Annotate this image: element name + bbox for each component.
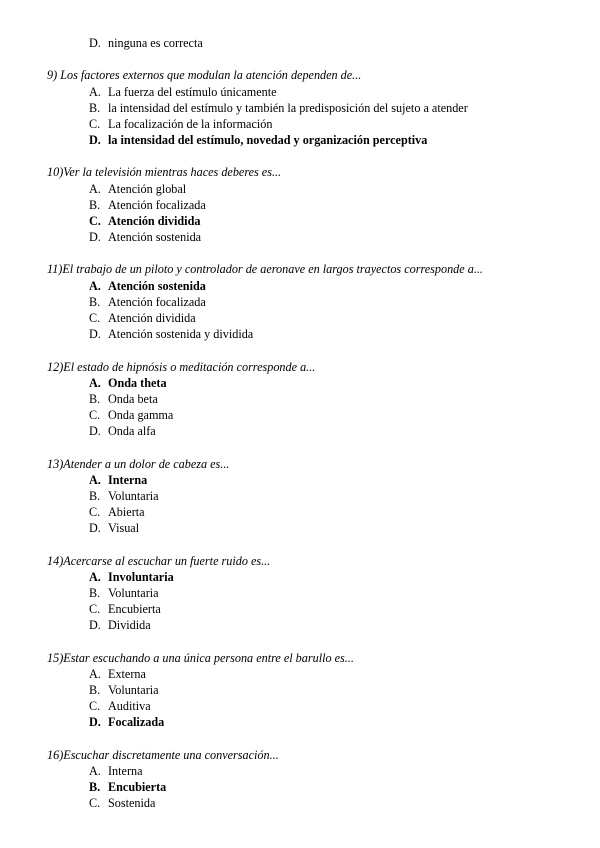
option-letter: C. — [89, 602, 101, 616]
option-letter: A. — [89, 764, 101, 778]
option-a — [89, 764, 143, 778]
option-letter: C. — [89, 408, 101, 422]
option-text: Voluntaria — [108, 586, 159, 600]
option-text: Interna — [108, 764, 143, 778]
option-text: Atención dividida — [108, 214, 201, 228]
option-letter: A. — [89, 570, 101, 584]
option-letter: B. — [89, 392, 101, 406]
option-c — [89, 311, 196, 325]
option-text: Atención sostenida y dividida — [108, 327, 254, 341]
question-16: 16)Escuchar discretamente una conversación... — [47, 748, 279, 762]
option-letter: B. — [89, 198, 101, 212]
option-c-correct — [89, 214, 200, 228]
option-c — [89, 505, 145, 519]
option-letter: C. — [89, 796, 101, 810]
option-letter: D. — [89, 424, 101, 438]
option-letter: D. — [89, 327, 101, 341]
question-9: 9) Los factores externos que modulan la atención dependen de... — [47, 68, 362, 82]
question-12: 12)El estado de hipnósis o meditación corresponde a... — [47, 360, 316, 374]
option-text: Atención focalizada — [108, 295, 206, 309]
option-text: Atención dividida — [108, 311, 196, 325]
option-text: Interna — [108, 473, 148, 487]
option-letter: D. — [89, 715, 101, 729]
option-letter: B. — [89, 101, 101, 115]
question-15: 15)Estar escuchando a una única persona entre el barullo es... — [47, 651, 354, 665]
option-letter: C. — [89, 699, 101, 713]
option-text: Onda theta — [108, 376, 167, 390]
option-text: ninguna es correcta — [108, 36, 203, 50]
option-d-correct — [89, 715, 164, 729]
option-text: Auditiva — [108, 699, 151, 713]
option-b — [89, 489, 159, 503]
option-letter: A. — [89, 473, 101, 487]
option-a — [89, 85, 277, 99]
option-letter: A. — [89, 182, 101, 196]
option-b — [89, 295, 206, 309]
option-c — [89, 796, 155, 810]
option-d-correct — [89, 133, 427, 147]
option-text: Atención global — [108, 182, 187, 196]
option-letter: A. — [89, 376, 101, 390]
option-text: la intensidad del estímulo y también la predisposición del sujeto a atender — [108, 101, 468, 115]
option-d — [89, 521, 139, 535]
option-letter: B. — [89, 683, 101, 697]
option-letter: D. — [89, 521, 101, 535]
option-b-correct — [89, 780, 166, 794]
option-c — [89, 408, 173, 422]
option-a — [89, 667, 146, 681]
option-d — [89, 230, 201, 244]
option-c — [89, 699, 151, 713]
option-text: Abierta — [108, 505, 145, 519]
question-14: 14)Acercarse al escuchar un fuerte ruido es... — [47, 554, 271, 568]
option-a-correct — [89, 473, 147, 487]
option-c — [89, 117, 272, 131]
option-letter: C. — [89, 117, 101, 131]
option-letter: C. — [89, 311, 101, 325]
question-11: 11)El trabajo de un piloto y controlador de aeronave en largos trayectos corresponde a... — [47, 262, 483, 276]
option-letter: A. — [89, 85, 101, 99]
option-b — [89, 198, 206, 212]
option-d — [89, 424, 156, 438]
option-letter: C. — [89, 505, 101, 519]
option-text: La fuerza del estímulo únicamente — [108, 85, 277, 99]
option-letter: A. — [89, 279, 101, 293]
option-text: Encubierta — [108, 780, 167, 794]
option-c — [89, 602, 161, 616]
option-b — [89, 392, 158, 406]
question-10: 10)Ver la televisión mientras haces deberes es... — [47, 165, 282, 179]
option-text: Onda alfa — [108, 424, 156, 438]
option-d — [89, 36, 203, 50]
option-text: Sostenida — [108, 796, 156, 810]
option-text: Externa — [108, 667, 146, 681]
option-text: Encubierta — [108, 602, 161, 616]
option-text: Focalizada — [108, 715, 165, 729]
option-letter: B. — [89, 295, 101, 309]
option-a — [89, 182, 186, 196]
option-letter: D. — [89, 618, 101, 632]
option-text: Atención sostenida — [108, 230, 202, 244]
option-b — [89, 101, 468, 115]
question-13: 13)Atender a un dolor de cabeza es... — [47, 457, 230, 471]
option-text: la intensidad del estímulo, novedad y organización perceptiva — [108, 133, 428, 147]
option-d — [89, 327, 253, 341]
option-b — [89, 683, 159, 697]
option-letter: C. — [89, 214, 101, 228]
option-a-correct — [89, 279, 206, 293]
option-letter: B. — [89, 586, 101, 600]
option-b — [89, 586, 159, 600]
option-text: Dividida — [108, 618, 151, 632]
option-letter: B. — [89, 489, 101, 503]
option-letter: D. — [89, 230, 101, 244]
option-letter: B. — [89, 780, 101, 794]
option-text: Involuntaria — [108, 570, 174, 584]
option-letter: D. — [89, 36, 101, 50]
option-d — [89, 618, 151, 632]
option-text: Voluntaria — [108, 489, 159, 503]
option-text: Voluntaria — [108, 683, 159, 697]
option-a-correct — [89, 376, 167, 390]
option-text: Atención focalizada — [108, 198, 206, 212]
option-text: Atención sostenida — [108, 279, 206, 293]
option-text: Onda gamma — [108, 408, 174, 422]
option-text: La focalización de la información — [108, 117, 273, 131]
option-letter: D. — [89, 133, 101, 147]
option-text: Onda beta — [108, 392, 158, 406]
option-a-correct — [89, 570, 174, 584]
option-letter: A. — [89, 667, 101, 681]
option-text: Visual — [108, 521, 140, 535]
